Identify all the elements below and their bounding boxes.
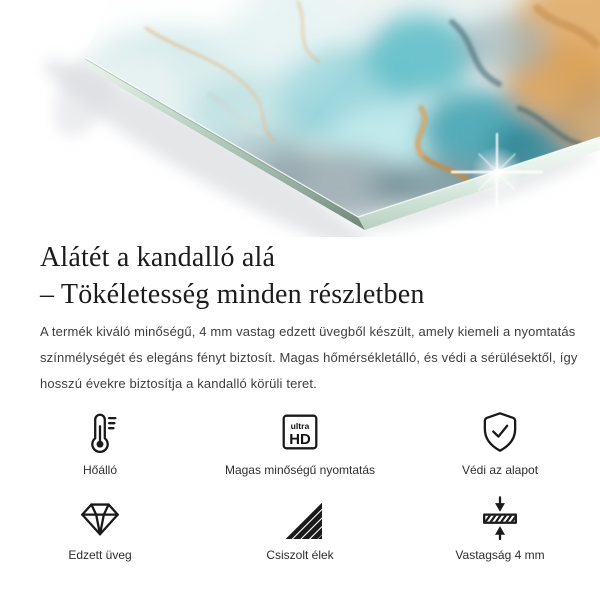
ultra-hd-badge-bottom: HD [289,431,311,448]
feature-label: Magas minőségű nyomtatás [224,463,376,477]
feature-polished-edges [200,494,400,563]
page-title-line1: Alátét a kandalló alá [40,242,276,273]
polished-edges-icon [277,494,323,540]
page-title [0,239,600,313]
thermometer-icon [77,409,123,455]
thickness-compress-icon [477,494,523,540]
feature-label: Vastagság 4 mm [455,548,545,562]
feature-thickness [400,494,600,563]
description-line: színmélységét és elegáns fényt biztosít. Magas hőmérsékletálló, és védi a sérülésektől, így [40,350,578,365]
description-line: hosszú évekre biztosítja a kandalló körüli teret. [40,376,317,391]
feature-label: Edzett üveg [68,548,132,562]
feature-print-quality [200,409,400,478]
page-title-line2: – Tökéletesség minden részletben [40,279,425,310]
shield-check-icon [477,409,523,455]
glass-panel-photo [0,0,600,237]
diamond-icon [77,494,123,540]
feature-heat-resistant [0,409,200,478]
description-line: A termék kiváló minőségű, 4 mm vastag edzett üvegből készült, amely kiemeli a nyomtatás [40,324,576,339]
feature-label: Hőálló [82,463,118,477]
feature-tempered-glass [0,494,200,563]
ultra-hd-badge-top: ultra [290,421,310,432]
feature-protects-base [400,409,600,478]
features-grid [0,409,600,563]
product-hero-image [0,0,600,237]
product-description [0,319,600,397]
ultra-hd-icon [277,409,323,455]
feature-label: Csiszolt élek [266,548,334,562]
feature-label: Védi az alapot [461,463,539,477]
